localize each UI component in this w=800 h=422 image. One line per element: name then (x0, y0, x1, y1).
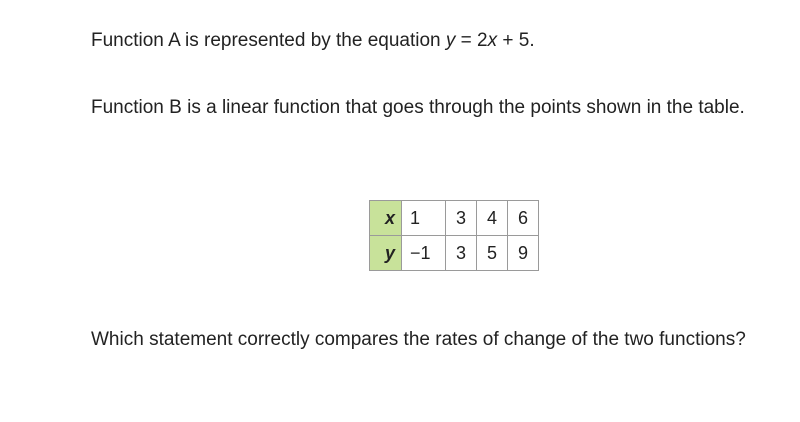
table-cell-y-3: 5 (477, 236, 508, 271)
function-a-statement (91, 22, 781, 59)
table-cell-x-4: 6 (508, 201, 539, 236)
table-row-x (370, 201, 539, 236)
table-cell-y-1: −1 (402, 236, 446, 271)
row-label-y: y (370, 236, 402, 271)
table-row-y (370, 236, 539, 271)
row-label-x: x (370, 201, 402, 236)
table-cell-x-2: 3 (446, 201, 477, 236)
table-cell-y-2: 3 (446, 236, 477, 271)
comparison-question: Which statement correctly compares the rates of change of the two functions? (91, 329, 746, 350)
equation-constant: + 5. (497, 30, 535, 51)
equation-coefficient: = 2 (455, 30, 488, 51)
equation-x-variable: x (487, 30, 498, 51)
table-cell-x-1: 1 (402, 201, 446, 236)
function-b-statement: Function B is a linear function that goes through the points shown in the table. (91, 97, 745, 118)
function-a-prefix: Function A is represented by the equation (91, 30, 446, 51)
table-cell-y-4: 9 (508, 236, 539, 271)
table-cell-x-3: 4 (477, 201, 508, 236)
equation-y-variable: y (445, 30, 456, 51)
function-b-table (369, 200, 539, 271)
